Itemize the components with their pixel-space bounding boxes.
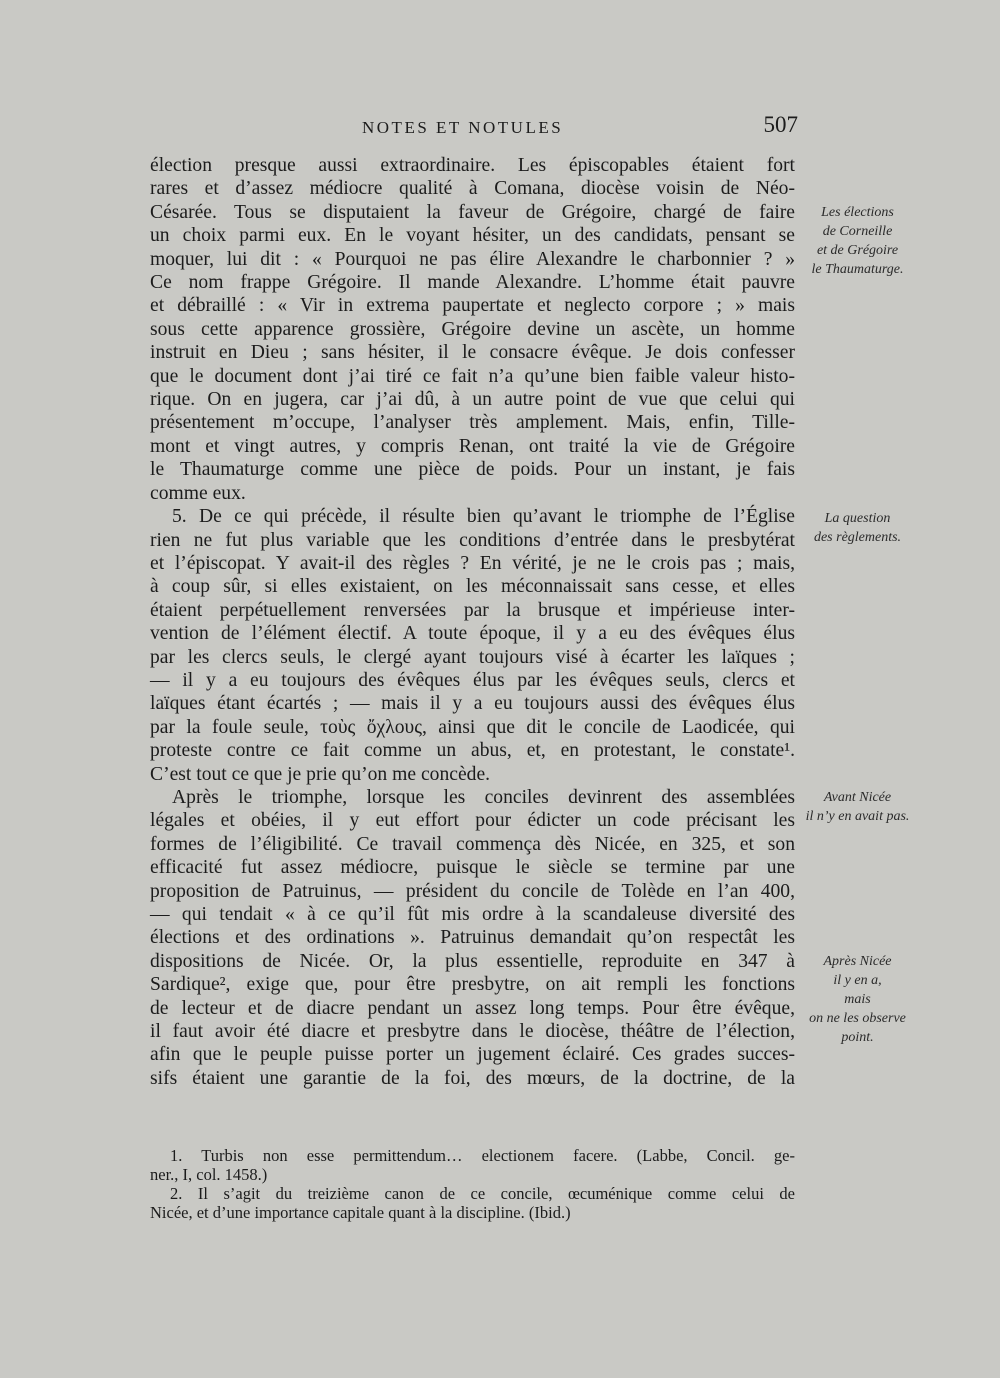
text-line: par la foule seule, τοὺς ὄχλους, ainsi que dit le concile de Laodicée, qui: [150, 716, 795, 738]
text-line: C’est tout ce que je prie qu’on me concède.: [150, 763, 491, 785]
margin-note-line: mais: [844, 992, 871, 1007]
margin-note-line: de Corneille: [822, 224, 893, 239]
margin-note-line: il y en a,: [833, 973, 882, 988]
text-line: dispositions de Nicée. Or, la plus essentielle, reproduite en 347 à: [150, 950, 795, 972]
text-line: vention de l’élément électif. A toute époque, il y a eu des évêques élus: [150, 623, 795, 645]
margin-note-line: et de Grégoire: [816, 243, 899, 258]
footnotes: [150, 1146, 795, 1222]
text-line: 5. De ce qui précède, il résulte bien qu’avant le triomphe de l’Église: [172, 506, 795, 528]
text-line: étaient perpétuellement renversées par la brusque et impérieuse inter-: [150, 599, 795, 621]
text-line: sifs étaient une garantie de la foi, des mœurs, de la doctrine, de la: [150, 1067, 795, 1089]
footnote-line: 1. Turbis non esse permittendum… electionem facere. (Labbe, Concil. ge-: [170, 1146, 795, 1165]
text-line: par les clercs seuls, le clergé ayant toujours visé à écarter les laïques ;: [150, 646, 795, 668]
margin-note-elections: [790, 203, 925, 279]
text-line: un choix parmi eux. En le voyant hésiter, un des candidats, pensant se: [150, 225, 795, 247]
footnote-line: ner., I, col. 1458.): [150, 1165, 268, 1184]
text-line: afin que le peuple puisse porter un jugement éclairé. Ces grades succes-: [150, 1044, 795, 1066]
text-line: que le document dont j’ai tiré ce fait n’a qu’une bien faible valeur histo-: [150, 365, 795, 387]
text-line: comme eux.: [150, 482, 246, 504]
text-line: — il y a eu toujours des évêques élus par les évêques seuls, clercs et: [150, 669, 795, 691]
text-line: il faut avoir été diacre et presbytre dans le diocèse, théâtre de l’élection,: [150, 1021, 795, 1043]
footnote-line: 2. Il s’agit du treizième canon de ce concile, œcuménique comme celui de: [170, 1184, 795, 1203]
margin-note-line: on ne les observe: [809, 1011, 906, 1026]
footnote-line: Nicée, et d’une importance capitale quant à la discipline. (Ibid.): [150, 1203, 571, 1222]
body-text: [150, 154, 795, 1090]
text-line: élections et des ordinations ». Patruinus demandait qu’on respectât les: [150, 927, 795, 949]
margin-note-line: Les élections: [821, 205, 894, 220]
text-line: sous cette apparence grossière, Grégoire devine un ascète, un homme: [150, 318, 795, 340]
text-line: et débraillé : « Vir in extrema paupertate et neglecto corpore ; » mais: [150, 295, 795, 317]
margin-note-line: point.: [841, 1030, 874, 1045]
text-line: instruit en Dieu ; sans hésiter, il le consacre évêque. Je dois confesser: [150, 342, 795, 364]
text-line: Sardique², exige que, pour être presbytre, on ait rempli les fonctions: [150, 974, 795, 996]
text-line: mont et vingt autres, y compris Renan, ont traité la vie de Grégoire: [150, 435, 795, 457]
text-line: formes de l’éligibilité. Ce travail commença dès Nicée, en 325, et son: [150, 833, 795, 855]
text-line: moquer, lui dit : « Pourquoi ne pas élire Alexandre le charbonnier ? »: [150, 248, 795, 270]
margin-note-reglements: [790, 509, 925, 547]
text-line: proposition de Patruinus, — président du concile de Tolède en l’an 400,: [150, 880, 795, 902]
text-line: Ce nom frappe Grégoire. Il mande Alexandre. L’homme était pauvre: [150, 272, 795, 294]
margin-note-apres-nicee: [790, 952, 925, 1047]
margin-note-line: La question: [824, 511, 891, 526]
text-line: laïques étant écartés ; — mais il y a eu toujours aussi des évêques élus: [150, 693, 795, 715]
text-line: à coup sûr, si elles existaient, on les méconnaissait sans cesse, et elles: [150, 576, 795, 598]
text-line: rique. On en jugera, car j’ai dû, à un autre point de vue que celui qui: [150, 389, 795, 411]
text-line: et l’épiscopat. Y avait-il des règles ? En vérité, je ne le crois pas ; mais,: [150, 552, 795, 574]
text-line: présentement m’occupe, l’analyser très amplement. Mais, enfin, Tille-: [150, 412, 795, 434]
margin-note-line: Avant Nicée: [823, 790, 892, 805]
text-line: de lecteur et de diacre pendant un assez long temps. Pour être évêque,: [150, 997, 795, 1019]
margin-note-line: le Thaumaturge.: [811, 262, 904, 277]
page-header: [150, 112, 800, 142]
text-line: proteste contre ce fait comme un abus, et, en protestant, le constate¹.: [150, 740, 795, 762]
text-line: légales et obéies, il y eut effort pour édicter un code précisant les: [150, 810, 795, 832]
text-line: — qui tendait « à ce qu’il fût mis ordre à la scandaleuse diversité des: [150, 904, 795, 925]
margin-note-line: Après Nicée: [823, 954, 892, 969]
page-number: 507: [763, 112, 798, 137]
text-line: efficacité fut assez médiocre, puisque le siècle se termine par une: [150, 857, 795, 879]
margin-note-line: des règlements.: [813, 530, 902, 545]
text-line: rares et d’assez médiocre qualité à Comana, diocèse voisin de Néo-: [150, 178, 795, 200]
margin-note-avant-nicee: [790, 788, 925, 826]
text-line: le Thaumaturge comme une pièce de poids. Pour un instant, je fais: [150, 459, 795, 481]
text-line: Après le triomphe, lorsque les conciles devinrent des assemblées: [172, 786, 795, 808]
text-line: élection presque aussi extraordinaire. Les épiscopables étaient fort: [150, 155, 795, 176]
text-line: Césarée. Tous se disputaient la faveur de Grégoire, chargé de faire: [150, 201, 795, 223]
text-line: rien ne fut plus variable que les conditions d’entrée dans le presbytérat: [150, 529, 795, 551]
margin-note-line: il n’y en avait pas.: [805, 809, 910, 824]
running-title: NOTES ET NOTULES: [362, 118, 564, 137]
